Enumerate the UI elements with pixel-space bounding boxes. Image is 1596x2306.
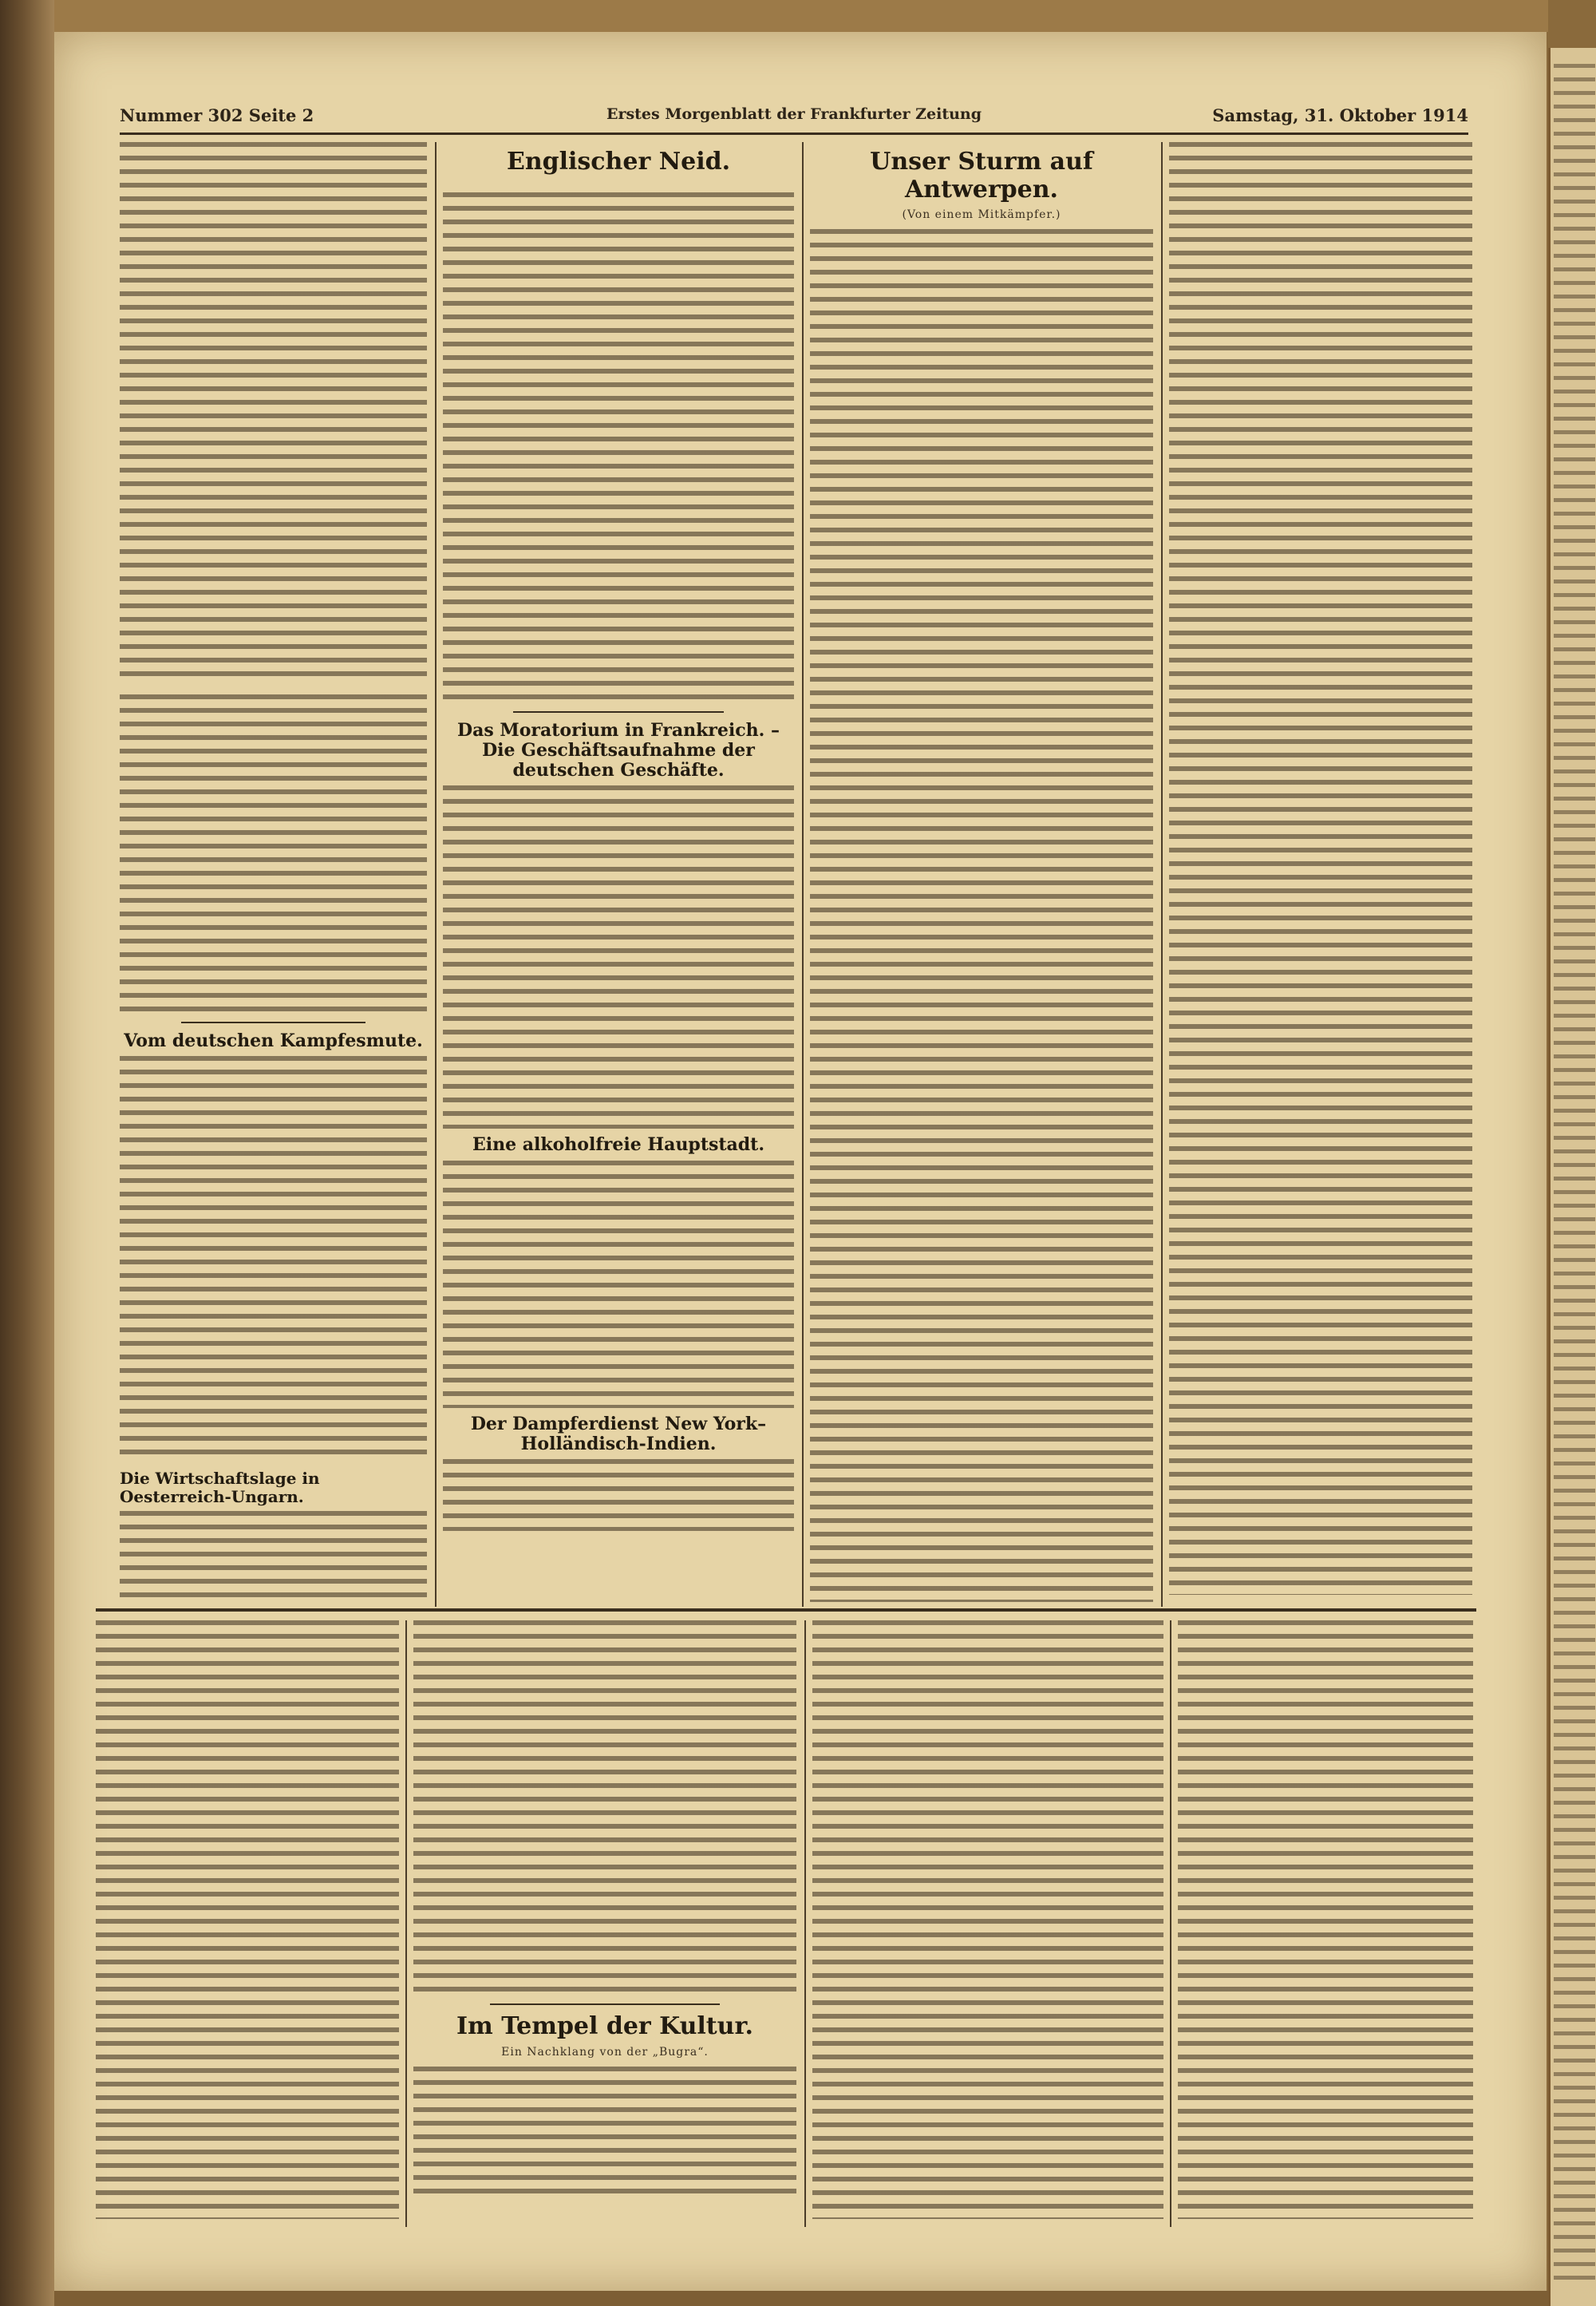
text-block [120,1056,427,1463]
facing-page-text-line [1554,1312,1595,1316]
feuilleton-column-2 [413,1620,796,2227]
facing-page-text-line [1554,1326,1595,1330]
facing-page-text-line [1554,1353,1595,1357]
section-rule [181,1022,365,1023]
facing-page-text-line [1554,1258,1595,1262]
page-top-edge [54,0,1548,32]
feuilleton-column-4 [1178,1620,1473,2227]
facing-page-text-line [1554,159,1595,163]
facing-page-text-line [1554,1665,1595,1669]
facing-page-text-line [1554,2113,1595,2117]
text-block [810,229,1153,1602]
facing-page-text-line [1554,1109,1595,1113]
facing-page-text-line [1554,1950,1595,1954]
facing-page-text-line [1554,1068,1595,1072]
facing-page-text-line [1554,1611,1595,1615]
facing-page-text-line [1554,1136,1595,1140]
facing-page-text-line [1554,892,1595,896]
facing-page-text-line [1554,349,1595,353]
facing-page-text-line [1554,729,1595,733]
facing-page-text-line [1554,1462,1595,1465]
headline-englischer-neid: Englischer Neid. [506,148,731,176]
facing-page-text-line [1554,797,1595,801]
facing-page-text-line [1554,2221,1595,2225]
facing-page-text-line [1554,1719,1595,1723]
facing-page-text-line [1554,2154,1595,2158]
facing-page-text-line [1554,254,1595,258]
text-block [812,1620,1163,2219]
headline-dampferdienst: Der Dampferdienst New York–Holländisch-Indien. [470,1413,767,1454]
column-2 [443,142,794,1603]
facing-page-text-line [1554,987,1595,991]
facing-page-text-line [1554,91,1595,95]
facing-page-text-line [1554,1556,1595,1560]
page-header [120,105,1468,133]
facing-page-text-line [1554,1570,1595,1574]
column-rule [802,142,804,1607]
facing-page-text-line [1554,1828,1595,1832]
facing-page-text-line [1554,1936,1595,1940]
facing-page-text-line [1554,403,1595,407]
facing-page-text-line [1554,2262,1595,2266]
facing-page-text-line [1554,2072,1595,2076]
feuilleton-column-1 [96,1620,399,2227]
facing-page-text-line [1554,512,1595,516]
facing-page-text-line [1554,552,1595,556]
facing-page-text-line [1554,64,1595,68]
masthead-title: Erstes Morgenblatt der Frankfurter Zeitung [606,105,982,123]
facing-page-text-line [1554,267,1595,271]
text-block [120,694,427,1014]
facing-page-text-line [1554,213,1595,217]
header-rule [120,133,1468,135]
facing-page-text-line [1554,783,1595,787]
section-rule [490,2003,720,2005]
section-rule [513,711,724,713]
facing-page-text-line [1554,417,1595,421]
facing-page-text-line [1554,2126,1595,2130]
facing-page-text-line [1554,1000,1595,1004]
facing-page-text-line [1554,2235,1595,2239]
page-bottom-edge [54,2291,1548,2306]
facing-page-text-line [1554,430,1595,434]
facing-page-text-line [1554,1163,1595,1167]
text-block [120,1511,427,1603]
facing-page-text-line [1554,1502,1595,1506]
facing-page-text-line [1554,1489,1595,1493]
headline-sturm-antwerpen: Unser Sturm auf Antwerpen. [870,148,1093,204]
facing-page-text-line [1554,1285,1595,1289]
facing-page-text-line [1554,1149,1595,1153]
facing-page-text-line [1554,932,1595,936]
headline-kampfesmut: Vom deutschen Kampfesmute. [124,1030,423,1051]
facing-page-text-line [1554,715,1595,719]
facing-page-text-line [1554,824,1595,828]
facing-page-text-line [1554,1244,1595,1248]
facing-page-text-line [1554,227,1595,231]
facing-page-text-line [1554,674,1595,678]
text-block [443,1161,794,1408]
facing-page-text-line [1554,1394,1595,1398]
facing-page-text-line [1554,620,1595,624]
facing-page-text-line [1554,2249,1595,2253]
facing-page-text-line [1554,2045,1595,2049]
facing-page-text-line [1554,946,1595,950]
facing-page-text-line [1554,1787,1595,1791]
facing-page-text-line [1554,647,1595,651]
facing-page-text-line [1554,457,1595,461]
facing-page-text-line [1554,77,1595,81]
text-block [443,192,794,703]
facing-page-text-line [1554,1896,1595,1900]
text-block [413,2067,796,2202]
facing-page-text-line [1554,132,1595,136]
facing-page-text-line [1554,810,1595,814]
column-3 [810,142,1153,1603]
facing-page-text-line [1554,919,1595,923]
facing-page-text-line [1554,539,1595,543]
facing-page-text-line [1554,1190,1595,1194]
facing-page-text-line [1554,1855,1595,1859]
facing-page-text-line [1554,2018,1595,2022]
facing-page-text-line [1554,1923,1595,1927]
facing-page-text-line [1554,444,1595,448]
headline-tempel-kultur: Im Tempel der Kultur. [456,2012,753,2040]
facing-page-text-line [1554,200,1595,204]
facing-page-text-line [1554,1801,1595,1805]
facing-page-text-line [1554,973,1595,977]
facing-page-text-line [1554,1367,1595,1371]
facing-page-text-line [1554,1841,1595,1845]
facing-page-text-line [1554,498,1595,502]
facing-page-text-line [1554,376,1595,380]
facing-page-text-line [1554,1177,1595,1181]
facing-page-text-line [1554,1434,1595,1438]
facing-page-text-line [1554,1814,1595,1818]
facing-page-text-line [1554,593,1595,597]
issue-date: Samstag, 31. Oktober 1914 [1212,105,1468,125]
facing-page-text-line [1554,1679,1595,1683]
facing-page-text-line [1554,2004,1595,2008]
facing-page-text-line [1554,390,1595,394]
facing-page-text-line [1554,1380,1595,1384]
facing-page-text-line [1554,1991,1595,1995]
facing-page-text-line [1554,1869,1595,1873]
facing-page-text-line [1554,742,1595,746]
facing-page-text-line [1554,308,1595,312]
facing-page-text-line [1554,1909,1595,1913]
facing-page-text-line [1554,878,1595,882]
facing-page-text-line [1554,2194,1595,2198]
facing-page-text-line [1554,1299,1595,1303]
facing-page-text-line [1554,607,1595,611]
facing-page-text-line [1554,1217,1595,1221]
facing-page-text-line [1554,1977,1595,1981]
facing-page-text-line [1554,1638,1595,1642]
facing-page-text-line [1554,2099,1595,2103]
facing-page-text-line [1554,471,1595,475]
facing-page-text-line [1554,362,1595,366]
facing-page-text-line [1554,1746,1595,1750]
facing-page-text-line [1554,322,1595,326]
section-divider [96,1608,1476,1612]
text-block [443,785,794,1129]
facing-page-text-line [1554,145,1595,149]
facing-page-text-line [1554,1054,1595,1058]
byline-tempel: Ein Nachklang von der „Bugra“. [501,2045,709,2059]
facing-page-text-line [1554,661,1595,665]
facing-page-text-line [1554,186,1595,190]
facing-page-edge [1548,48,1596,2306]
facing-page-text-line [1554,1733,1595,1737]
text-block [120,142,427,685]
facing-page-text-line [1554,1407,1595,1411]
column-rule [435,142,437,1607]
facing-page-text-line [1554,1964,1595,1968]
facing-page-text-line [1554,1774,1595,1778]
facing-page-text-line [1554,295,1595,299]
facing-page-text-line [1554,1122,1595,1126]
facing-page-text-line [1554,1014,1595,1018]
feuilleton-column-3 [812,1620,1163,2227]
facing-page-text-line [1554,335,1595,339]
facing-page-text-line [1554,769,1595,773]
facing-page-text-line [1554,1082,1595,1086]
facing-page-text-line [1554,1584,1595,1588]
column-rule [405,1620,407,2227]
facing-page-text-line [1554,688,1595,692]
facing-page-text-line [1554,1651,1595,1655]
facing-page-text-line [1554,1231,1595,1235]
headline-moratorium: Das Moratorium in Frankreich. – Die Geschäftsaufnahme der deutschen Geschäfte. [457,719,780,781]
facing-page-text-line [1554,1624,1595,1628]
facing-page-text-line [1554,905,1595,909]
issue-number: Nummer 302 Seite 2 [120,105,314,125]
column-rule [804,1620,806,2227]
facing-page-text-line [1554,1516,1595,1520]
book-binding [0,0,56,2306]
facing-page-text-line [1554,2167,1595,2171]
column-1 [120,142,427,1603]
facing-page-text-line [1554,1882,1595,1886]
facing-page-text-line [1554,1204,1595,1208]
facing-page-text-line [1554,2181,1595,2185]
facing-page-text-line [1554,1475,1595,1479]
facing-page-text-line [1554,1027,1595,1031]
facing-page-text-line [1554,851,1595,855]
facing-page-text-line [1554,485,1595,488]
facing-page-text-line [1554,2140,1595,2144]
column-4 [1169,142,1472,1603]
facing-page-text-line [1554,1543,1595,1547]
text-block [96,1620,399,2219]
text-block [443,1459,794,1531]
facing-page-text-line [1554,1421,1595,1425]
facing-page-text-line [1554,2276,1595,2280]
facing-page-text-line [1554,702,1595,706]
facing-page-text-line [1554,1041,1595,1045]
headline-wirtschaftslage: Die Wirtschaftslage in Oesterreich-Ungarn. [120,1469,320,1507]
headline-alkoholfreie: Eine alkoholfreie Hauptstadt. [472,1134,764,1156]
facing-page-text-line [1554,959,1595,963]
facing-page-text-line [1554,2208,1595,2212]
column-rule [1170,1620,1171,2227]
facing-page-text-line [1554,2059,1595,2063]
facing-page-text-line [1554,864,1595,868]
facing-page-text-line [1554,281,1595,285]
facing-page-text-line [1554,105,1595,109]
facing-page-text-line [1554,240,1595,244]
facing-page-text-line [1554,2086,1595,2090]
text-block [413,1620,796,1996]
facing-page-text-line [1554,1529,1595,1533]
facing-page-text-line [1554,525,1595,529]
facing-page-text-line [1554,756,1595,760]
facing-page-text-line [1554,1706,1595,1710]
byline-sturm: (Von einem Mitkämpfer.) [902,208,1061,221]
facing-page-text-line [1554,1272,1595,1276]
facing-page-text-line [1554,1095,1595,1099]
facing-page-text-line [1554,634,1595,638]
column-rule [1161,142,1163,1607]
facing-page-text-line [1554,1448,1595,1452]
facing-page-text-line [1554,1597,1595,1601]
facing-page-text-line [1554,579,1595,583]
facing-page-text-line [1554,566,1595,570]
text-block [1169,142,1472,1595]
facing-page-text-line [1554,837,1595,841]
text-block [1178,1620,1473,2219]
facing-page-text-line [1554,1760,1595,1764]
facing-page-text-line [1554,1339,1595,1343]
facing-page-text-line [1554,172,1595,176]
facing-page-text-line [1554,2031,1595,2035]
facing-page-text-line [1554,118,1595,122]
facing-page-text-line [1554,1692,1595,1696]
